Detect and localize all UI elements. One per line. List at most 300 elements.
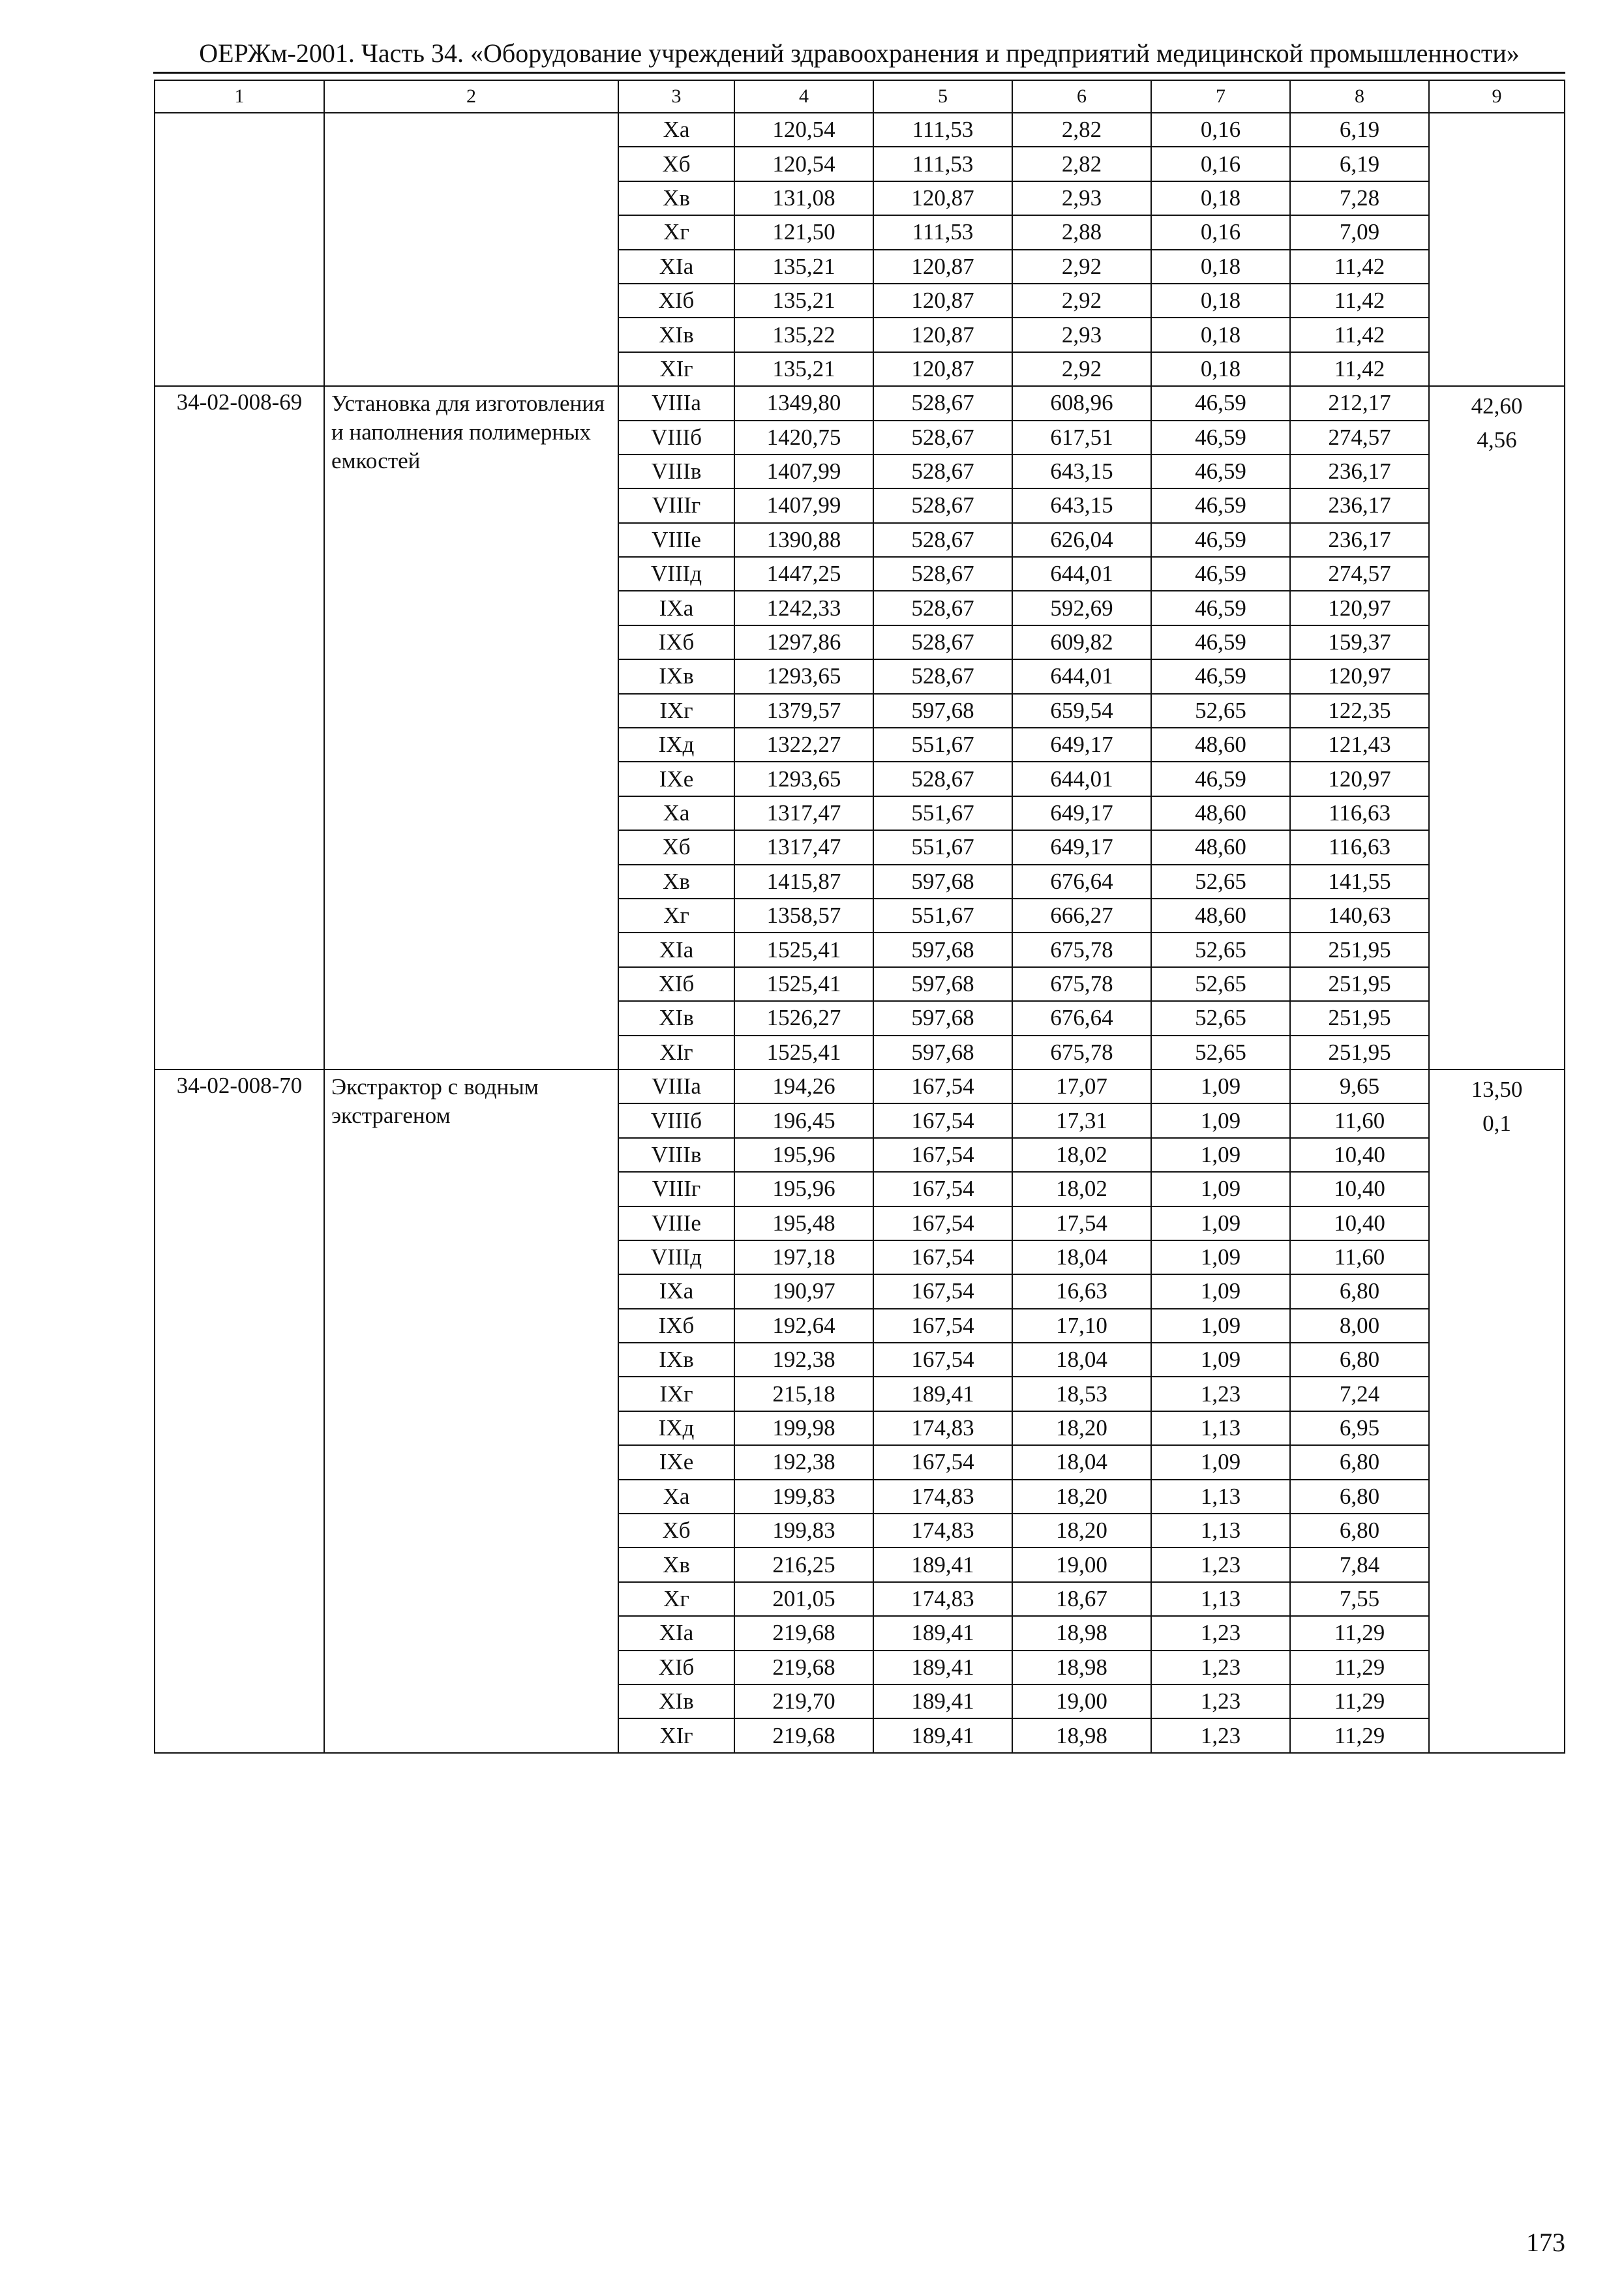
value-cell: 189,41 (873, 1616, 1012, 1650)
category-cell: ХIа (618, 250, 734, 284)
value-cell: 189,41 (873, 1651, 1012, 1684)
value-cell: 46,59 (1151, 421, 1290, 455)
value-cell: 189,41 (873, 1548, 1012, 1581)
value-cell: 195,96 (734, 1172, 873, 1206)
value-cell: 46,59 (1151, 762, 1290, 796)
value-cell: 46,59 (1151, 523, 1290, 557)
value-cell: 18,02 (1012, 1172, 1151, 1206)
value-cell: 528,67 (873, 421, 1012, 455)
value-cell: 17,31 (1012, 1103, 1151, 1137)
value-cell: 195,48 (734, 1206, 873, 1240)
category-cell: VIIIе (618, 1206, 734, 1240)
category-cell: IХб (618, 1309, 734, 1343)
value-cell: 11,42 (1290, 250, 1429, 284)
category-cell: VIIIг (618, 1172, 734, 1206)
value-cell: 528,67 (873, 488, 1012, 522)
value-cell: 18,53 (1012, 1377, 1151, 1411)
value-cell: 46,59 (1151, 625, 1290, 659)
value-cell: 2,92 (1012, 352, 1151, 386)
category-cell: ХIв (618, 1001, 734, 1035)
column-9-values (1429, 113, 1565, 386)
value-cell: 6,80 (1290, 1514, 1429, 1548)
value-cell: 1349,80 (734, 386, 873, 420)
value-cell: 236,17 (1290, 455, 1429, 488)
value-cell: 11,29 (1290, 1616, 1429, 1650)
value-cell: 1,09 (1151, 1172, 1290, 1206)
value-cell: 1,09 (1151, 1138, 1290, 1172)
category-cell: ХIб (618, 1651, 734, 1684)
category-cell: ХIа (618, 1616, 734, 1650)
category-cell: IХб (618, 625, 734, 659)
column-number: 1 (155, 80, 324, 113)
category-cell: VIIIд (618, 557, 734, 591)
equipment-name: Установка для изготовления и наполнения полимерных емкостей (324, 386, 618, 1070)
value-cell: 167,54 (873, 1070, 1012, 1103)
category-cell: Хб (618, 830, 734, 864)
value-cell: 1317,47 (734, 830, 873, 864)
value-cell: 159,37 (1290, 625, 1429, 659)
value-cell: 10,40 (1290, 1138, 1429, 1172)
category-cell: ХIб (618, 967, 734, 1001)
value-cell: 1,09 (1151, 1240, 1290, 1274)
value-cell: 167,54 (873, 1240, 1012, 1274)
value-cell: 219,70 (734, 1684, 873, 1718)
value-cell: 597,68 (873, 1001, 1012, 1035)
column-number: 5 (873, 80, 1012, 113)
rate-code (155, 113, 324, 386)
value-cell: 9,65 (1290, 1070, 1429, 1103)
value-cell: 52,65 (1151, 694, 1290, 728)
value-cell: 196,45 (734, 1103, 873, 1137)
value-cell: 1,09 (1151, 1343, 1290, 1377)
value-cell: 167,54 (873, 1138, 1012, 1172)
value-cell: 528,67 (873, 762, 1012, 796)
value-cell: 0,16 (1151, 147, 1290, 181)
category-cell: Ха (618, 113, 734, 147)
equipment-name (324, 113, 618, 386)
value-cell: 274,57 (1290, 421, 1429, 455)
value-cell: 121,43 (1290, 728, 1429, 762)
value-cell: 11,29 (1290, 1718, 1429, 1752)
value-cell: 1447,25 (734, 557, 873, 591)
category-cell: IХд (618, 728, 734, 762)
value-cell: 643,15 (1012, 455, 1151, 488)
value-cell: 1,23 (1151, 1651, 1290, 1684)
value-cell: 2,88 (1012, 215, 1151, 249)
value-cell: 131,08 (734, 181, 873, 215)
value-cell: 189,41 (873, 1718, 1012, 1752)
value-cell: 1293,65 (734, 762, 873, 796)
value-cell: 116,63 (1290, 796, 1429, 830)
column-9-value: 0,1 (1482, 1110, 1511, 1136)
column-9-values (1429, 386, 1565, 1070)
table-row (155, 1070, 1565, 1103)
value-cell: 608,96 (1012, 386, 1151, 420)
column-number-row (155, 80, 1565, 113)
value-cell: 528,67 (873, 386, 1012, 420)
value-cell: 528,67 (873, 523, 1012, 557)
value-cell: 1293,65 (734, 659, 873, 693)
table-row (155, 386, 1565, 420)
category-cell: IХа (618, 591, 734, 625)
category-cell: VIIIб (618, 1103, 734, 1137)
value-cell: 626,04 (1012, 523, 1151, 557)
value-cell: 120,87 (873, 318, 1012, 352)
value-cell: 18,67 (1012, 1582, 1151, 1616)
value-cell: 46,59 (1151, 455, 1290, 488)
category-cell: VIIIа (618, 1070, 734, 1103)
value-cell: 11,42 (1290, 318, 1429, 352)
value-cell: 192,64 (734, 1309, 873, 1343)
value-cell: 0,18 (1151, 181, 1290, 215)
value-cell: 19,00 (1012, 1684, 1151, 1718)
value-cell: 219,68 (734, 1616, 873, 1650)
value-cell: 46,59 (1151, 659, 1290, 693)
value-cell: 1,09 (1151, 1445, 1290, 1479)
category-cell: Хб (618, 1514, 734, 1548)
value-cell: 18,98 (1012, 1616, 1151, 1650)
value-cell: 1,23 (1151, 1684, 1290, 1718)
category-cell: Хг (618, 1582, 734, 1616)
value-cell: 120,97 (1290, 659, 1429, 693)
value-cell: 121,50 (734, 215, 873, 249)
value-cell: 8,00 (1290, 1309, 1429, 1343)
column-number: 8 (1290, 80, 1429, 113)
page-header: ОЕРЖм-2001. Часть 34. «Оборудование учреждений здравоохранения и предприятий медицинской промышленности» (153, 38, 1565, 74)
value-cell: 215,18 (734, 1377, 873, 1411)
value-cell: 1525,41 (734, 933, 873, 966)
value-cell: 167,54 (873, 1445, 1012, 1479)
value-cell: 201,05 (734, 1582, 873, 1616)
value-cell: 18,98 (1012, 1651, 1151, 1684)
value-cell: 174,83 (873, 1411, 1012, 1445)
value-cell: 122,35 (1290, 694, 1429, 728)
value-cell: 1525,41 (734, 967, 873, 1001)
value-cell: 0,18 (1151, 352, 1290, 386)
category-cell: VIIIд (618, 1240, 734, 1274)
value-cell: 1358,57 (734, 899, 873, 933)
value-cell: 140,63 (1290, 899, 1429, 933)
value-cell: 48,60 (1151, 899, 1290, 933)
column-number: 4 (734, 80, 873, 113)
value-cell: 528,67 (873, 557, 1012, 591)
value-cell: 120,97 (1290, 762, 1429, 796)
value-cell: 597,68 (873, 933, 1012, 966)
value-cell: 1,13 (1151, 1582, 1290, 1616)
value-cell: 551,67 (873, 728, 1012, 762)
value-cell: 528,67 (873, 625, 1012, 659)
value-cell: 592,69 (1012, 591, 1151, 625)
value-cell: 6,95 (1290, 1411, 1429, 1445)
value-cell: 666,27 (1012, 899, 1151, 933)
rates-table (154, 80, 1565, 1754)
category-cell: IХв (618, 659, 734, 693)
category-cell: ХIв (618, 318, 734, 352)
value-cell: 17,10 (1012, 1309, 1151, 1343)
category-cell: VIIIг (618, 488, 734, 522)
value-cell: 199,98 (734, 1411, 873, 1445)
value-cell: 7,24 (1290, 1377, 1429, 1411)
value-cell: 52,65 (1151, 967, 1290, 1001)
value-cell: 1390,88 (734, 523, 873, 557)
value-cell: 141,55 (1290, 865, 1429, 899)
value-cell: 199,83 (734, 1514, 873, 1548)
column-9-values (1429, 1070, 1565, 1753)
category-cell: IХд (618, 1411, 734, 1445)
category-cell: Ха (618, 1480, 734, 1514)
value-cell: 219,68 (734, 1651, 873, 1684)
value-cell: 190,97 (734, 1274, 873, 1308)
value-cell: 617,51 (1012, 421, 1151, 455)
value-cell: 120,87 (873, 250, 1012, 284)
value-cell: 6,80 (1290, 1343, 1429, 1377)
category-cell: VIIIб (618, 421, 734, 455)
value-cell: 167,54 (873, 1103, 1012, 1137)
value-cell: 1,23 (1151, 1548, 1290, 1581)
value-cell: 120,87 (873, 284, 1012, 318)
value-cell: 120,87 (873, 352, 1012, 386)
value-cell: 192,38 (734, 1343, 873, 1377)
value-cell: 528,67 (873, 659, 1012, 693)
value-cell: 609,82 (1012, 625, 1151, 659)
value-cell: 251,95 (1290, 933, 1429, 966)
value-cell: 675,78 (1012, 1036, 1151, 1070)
value-cell: 18,20 (1012, 1411, 1151, 1445)
value-cell: 649,17 (1012, 796, 1151, 830)
value-cell: 11,42 (1290, 352, 1429, 386)
value-cell: 6,19 (1290, 147, 1429, 181)
value-cell: 18,98 (1012, 1718, 1151, 1752)
category-cell: ХIг (618, 1718, 734, 1752)
value-cell: 18,02 (1012, 1138, 1151, 1172)
value-cell: 0,16 (1151, 215, 1290, 249)
category-cell: Хв (618, 865, 734, 899)
column-number: 3 (618, 80, 734, 113)
value-cell: 189,41 (873, 1684, 1012, 1718)
value-cell: 7,28 (1290, 181, 1429, 215)
value-cell: 1317,47 (734, 796, 873, 830)
column-number: 7 (1151, 80, 1290, 113)
value-cell: 135,22 (734, 318, 873, 352)
category-cell: Хг (618, 899, 734, 933)
value-cell: 597,68 (873, 865, 1012, 899)
value-cell: 52,65 (1151, 933, 1290, 966)
value-cell: 219,68 (734, 1718, 873, 1752)
category-cell: ХIг (618, 352, 734, 386)
value-cell: 11,60 (1290, 1240, 1429, 1274)
value-cell: 251,95 (1290, 967, 1429, 1001)
value-cell: 11,29 (1290, 1651, 1429, 1684)
value-cell: 528,67 (873, 455, 1012, 488)
value-cell: 17,07 (1012, 1070, 1151, 1103)
value-cell: 1297,86 (734, 625, 873, 659)
value-cell: 1,09 (1151, 1206, 1290, 1240)
value-cell: 1242,33 (734, 591, 873, 625)
value-cell: 174,83 (873, 1480, 1012, 1514)
value-cell: 1407,99 (734, 455, 873, 488)
value-cell: 1526,27 (734, 1001, 873, 1035)
value-cell: 167,54 (873, 1206, 1012, 1240)
value-cell: 675,78 (1012, 967, 1151, 1001)
value-cell: 2,82 (1012, 113, 1151, 147)
category-cell: VIIIв (618, 455, 734, 488)
value-cell: 18,20 (1012, 1480, 1151, 1514)
value-cell: 1379,57 (734, 694, 873, 728)
value-cell: 551,67 (873, 830, 1012, 864)
category-cell: IХе (618, 1445, 734, 1479)
value-cell: 52,65 (1151, 1036, 1290, 1070)
value-cell: 236,17 (1290, 488, 1429, 522)
equipment-name: Экстрактор с водным экстрагеном (324, 1070, 618, 1753)
value-cell: 0,18 (1151, 318, 1290, 352)
value-cell: 48,60 (1151, 830, 1290, 864)
category-cell: Хв (618, 181, 734, 215)
value-cell: 18,04 (1012, 1240, 1151, 1274)
value-cell: 10,40 (1290, 1206, 1429, 1240)
category-cell: VIIIв (618, 1138, 734, 1172)
column-9-value: 13,50 (1471, 1076, 1523, 1102)
value-cell: 1525,41 (734, 1036, 873, 1070)
column-number: 9 (1429, 80, 1565, 113)
value-cell: 644,01 (1012, 557, 1151, 591)
value-cell: 1420,75 (734, 421, 873, 455)
value-cell: 1322,27 (734, 728, 873, 762)
value-cell: 1,13 (1151, 1514, 1290, 1548)
value-cell: 551,67 (873, 796, 1012, 830)
value-cell: 597,68 (873, 967, 1012, 1001)
category-cell: Хв (618, 1548, 734, 1581)
category-cell: ХIв (618, 1684, 734, 1718)
value-cell: 174,83 (873, 1582, 1012, 1616)
value-cell: 2,93 (1012, 318, 1151, 352)
column-number: 2 (324, 80, 618, 113)
value-cell: 120,97 (1290, 591, 1429, 625)
value-cell: 16,63 (1012, 1274, 1151, 1308)
category-cell: IХг (618, 1377, 734, 1411)
value-cell: 174,83 (873, 1514, 1012, 1548)
column-number: 6 (1012, 80, 1151, 113)
value-cell: 46,59 (1151, 557, 1290, 591)
category-cell: VIIIе (618, 523, 734, 557)
category-cell: Ха (618, 796, 734, 830)
value-cell: 167,54 (873, 1309, 1012, 1343)
value-cell: 649,17 (1012, 830, 1151, 864)
value-cell: 1,23 (1151, 1377, 1290, 1411)
value-cell: 48,60 (1151, 796, 1290, 830)
value-cell: 11,42 (1290, 284, 1429, 318)
value-cell: 1,23 (1151, 1718, 1290, 1752)
value-cell: 111,53 (873, 215, 1012, 249)
value-cell: 676,64 (1012, 865, 1151, 899)
value-cell: 7,55 (1290, 1582, 1429, 1616)
value-cell: 11,60 (1290, 1103, 1429, 1137)
value-cell: 643,15 (1012, 488, 1151, 522)
value-cell: 676,64 (1012, 1001, 1151, 1035)
table-row (155, 113, 1565, 147)
value-cell: 251,95 (1290, 1036, 1429, 1070)
value-cell: 48,60 (1151, 728, 1290, 762)
rate-code: 34-02-008-69 (155, 386, 324, 1070)
value-cell: 120,54 (734, 147, 873, 181)
value-cell: 18,04 (1012, 1343, 1151, 1377)
value-cell: 10,40 (1290, 1172, 1429, 1206)
value-cell: 189,41 (873, 1377, 1012, 1411)
value-cell: 1407,99 (734, 488, 873, 522)
column-9-value: 42,60 (1471, 393, 1523, 419)
value-cell: 212,17 (1290, 386, 1429, 420)
value-cell: 199,83 (734, 1480, 873, 1514)
value-cell: 1,09 (1151, 1309, 1290, 1343)
category-cell: ХIа (618, 933, 734, 966)
value-cell: 52,65 (1151, 865, 1290, 899)
value-cell: 135,21 (734, 250, 873, 284)
value-cell: 197,18 (734, 1240, 873, 1274)
value-cell: 649,17 (1012, 728, 1151, 762)
value-cell: 597,68 (873, 1036, 1012, 1070)
value-cell: 528,67 (873, 591, 1012, 625)
value-cell: 135,21 (734, 352, 873, 386)
page-number: 173 (1526, 2228, 1565, 2257)
category-cell: Хб (618, 147, 734, 181)
value-cell: 19,00 (1012, 1548, 1151, 1581)
value-cell: 11,29 (1290, 1684, 1429, 1718)
value-cell: 46,59 (1151, 386, 1290, 420)
category-cell: VIIIа (618, 386, 734, 420)
value-cell: 46,59 (1151, 488, 1290, 522)
value-cell: 2,92 (1012, 250, 1151, 284)
value-cell: 116,63 (1290, 830, 1429, 864)
category-cell: IХа (618, 1274, 734, 1308)
value-cell: 135,21 (734, 284, 873, 318)
value-cell: 111,53 (873, 147, 1012, 181)
value-cell: 0,16 (1151, 113, 1290, 147)
value-cell: 236,17 (1290, 523, 1429, 557)
value-cell: 675,78 (1012, 933, 1151, 966)
column-9-value: 4,56 (1477, 427, 1517, 453)
value-cell: 551,67 (873, 899, 1012, 933)
value-cell: 167,54 (873, 1343, 1012, 1377)
value-cell: 1,23 (1151, 1616, 1290, 1650)
value-cell: 120,54 (734, 113, 873, 147)
value-cell: 6,19 (1290, 113, 1429, 147)
value-cell: 644,01 (1012, 762, 1151, 796)
value-cell: 2,93 (1012, 181, 1151, 215)
value-cell: 6,80 (1290, 1274, 1429, 1308)
value-cell: 274,57 (1290, 557, 1429, 591)
value-cell: 195,96 (734, 1138, 873, 1172)
value-cell: 251,95 (1290, 1001, 1429, 1035)
value-cell: 1,09 (1151, 1070, 1290, 1103)
value-cell: 1,09 (1151, 1103, 1290, 1137)
value-cell: 52,65 (1151, 1001, 1290, 1035)
value-cell: 1415,87 (734, 865, 873, 899)
value-cell: 167,54 (873, 1172, 1012, 1206)
value-cell: 0,18 (1151, 250, 1290, 284)
value-cell: 2,82 (1012, 147, 1151, 181)
value-cell: 167,54 (873, 1274, 1012, 1308)
value-cell: 18,04 (1012, 1445, 1151, 1479)
value-cell: 7,84 (1290, 1548, 1429, 1581)
value-cell: 194,26 (734, 1070, 873, 1103)
value-cell: 0,18 (1151, 284, 1290, 318)
value-cell: 1,09 (1151, 1274, 1290, 1308)
value-cell: 7,09 (1290, 215, 1429, 249)
value-cell: 2,92 (1012, 284, 1151, 318)
value-cell: 1,13 (1151, 1480, 1290, 1514)
value-cell: 597,68 (873, 694, 1012, 728)
value-cell: 18,20 (1012, 1514, 1151, 1548)
value-cell: 6,80 (1290, 1445, 1429, 1479)
